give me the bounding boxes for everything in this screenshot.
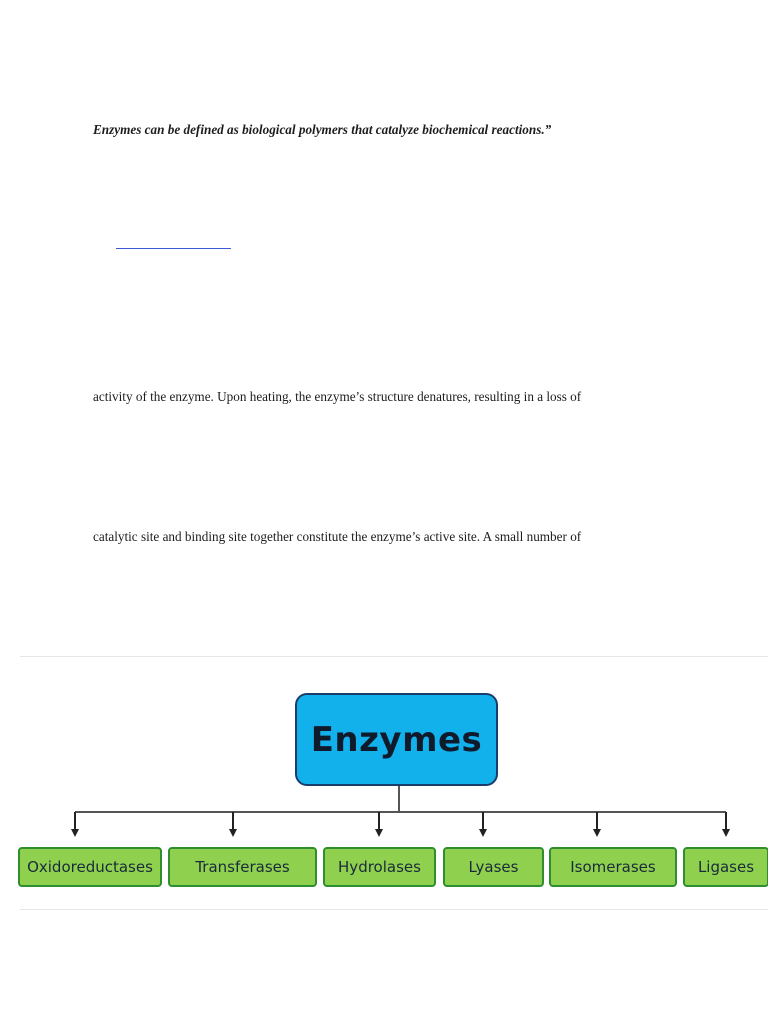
- arrow-lyases: [479, 812, 487, 837]
- paragraph-heat-denaturation: activity of the enzyme. Upon heating, the enzyme’s structure denatures, resulting in a loss of: [93, 389, 582, 404]
- node-ligases: Ligases: [683, 847, 768, 887]
- root-node-enzymes: [295, 693, 498, 786]
- arrow-oxidoreductases: [71, 812, 79, 837]
- arrow-transferases: [229, 812, 237, 837]
- arrow-isomerases: [593, 812, 601, 837]
- branch-arrows: [71, 812, 730, 837]
- node-lyases: Lyases: [443, 847, 544, 887]
- arrow-hydrolases: [375, 812, 383, 837]
- node-transferases: Transferases: [168, 847, 317, 887]
- root-node-label: Enzymes: [310, 719, 483, 760]
- arrow-ligases: [722, 812, 730, 837]
- enzyme-classification-diagram: [20, 656, 768, 910]
- hyperlink-underline[interactable]: [116, 248, 231, 249]
- node-isomerases: Isomerases: [549, 847, 677, 887]
- enzyme-definition-quote: Enzymes can be defined as biological polymers that catalyze biochemical reactions.”: [93, 122, 552, 137]
- paragraph-active-site: catalytic site and binding site together constitute the enzyme’s active site. A small number of: [93, 529, 582, 544]
- node-oxidoreductases: Oxidoreductases: [18, 847, 162, 887]
- node-hydrolases: Hydrolases: [323, 847, 436, 887]
